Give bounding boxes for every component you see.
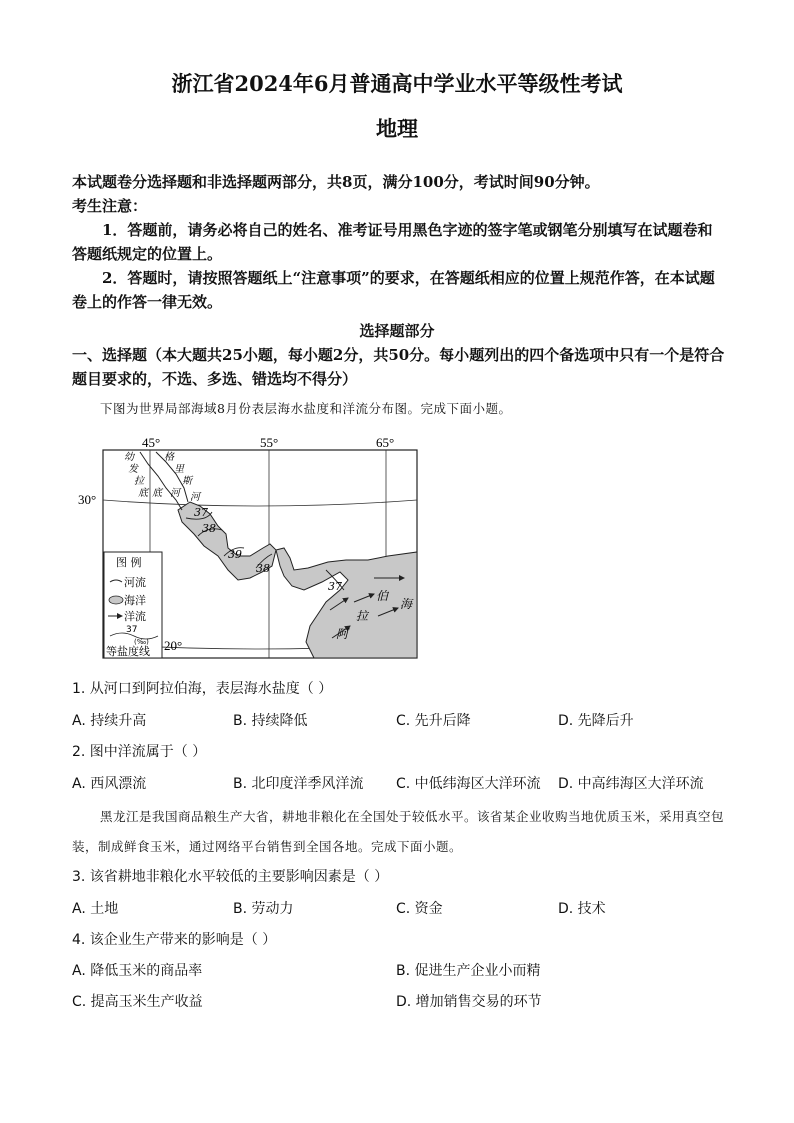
q4-option-c[interactable]: C. 提高玉米生产收益	[72, 994, 203, 1010]
question-3-stem: 3. 该省耕地非粮化水平较低的主要影响因素是（ ）	[72, 869, 389, 885]
lon-label: 45°	[142, 435, 161, 450]
section-title: 选择题部分	[359, 322, 435, 340]
legend-title: 图 例	[116, 556, 142, 569]
q2-option-a[interactable]: A. 西风漂流	[72, 776, 147, 792]
salinity-map	[78, 430, 428, 662]
q4-option-b[interactable]: B. 促进生产企业小而精	[396, 963, 541, 979]
q4-option-d[interactable]: D. 增加销售交易的环节	[396, 994, 542, 1010]
lat-label: 20°	[164, 638, 183, 653]
river-euphrates	[140, 452, 182, 510]
question-stem-1-2: 下图为世界局部海域8月份表层海水盐度和洋流分布图。完成下面小题。	[100, 401, 512, 416]
q2-option-b[interactable]: B. 北印度洋季风洋流	[233, 776, 364, 792]
legend-ocean: 海洋	[124, 594, 146, 607]
river-label: 斯	[182, 476, 192, 487]
question-4-stem: 4. 该企业生产带来的影响是（ ）	[72, 932, 277, 948]
isohaline-label: 37	[328, 580, 342, 593]
river-label: 底	[152, 488, 162, 499]
intro-line: 本试题卷分选择题和非选择题两部分，共8页，满分100分，考试时间90分钟。	[72, 173, 600, 191]
question-2-stem: 2. 图中洋流属于（ ）	[72, 744, 207, 760]
question-stem-3-4: 黑龙江是我国商品粮生产大省，耕地非粮化在全国处于较低水平。该省某企业收购当地优质玉米，采用真空包装，制成鲜食玉米，通过网络平台销售到全国各地。完成下面小题。	[72, 809, 725, 854]
q3-option-a[interactable]: A. 土地	[72, 901, 119, 917]
q1-option-b[interactable]: B. 持续降低	[233, 713, 308, 729]
lon-label: 65°	[376, 435, 395, 450]
q3-option-d[interactable]: D. 技术	[558, 901, 606, 917]
river-label: 河	[170, 488, 180, 499]
q3-option-b[interactable]: B. 劳动力	[233, 901, 294, 917]
river-label: 幼	[124, 452, 134, 463]
isohaline-label: 39	[228, 548, 242, 561]
notice-item-1: 1．答题前，请务必将自己的姓名、准考证号用黑色字迹的签字笔或钢笔分别填写在试题卷和答题纸规定的位置上。	[72, 221, 713, 263]
legend-isoline-value: 37	[126, 625, 138, 635]
exam-title: 浙江省2024年6月普通高中学业水平等级性考试	[171, 71, 623, 96]
sea-label: 阿	[336, 627, 349, 641]
legend-isoline: 等盐度线	[106, 645, 150, 658]
river-label: 里	[174, 464, 184, 475]
arabian-sea	[276, 548, 417, 658]
isohaline-label: 37	[194, 506, 208, 519]
legend-unit: (‰)	[134, 638, 149, 646]
q1-option-c[interactable]: C. 先升后降	[396, 713, 471, 729]
notice-heading: 考生注意：	[72, 197, 148, 215]
q1-option-a[interactable]: A. 持续升高	[72, 713, 147, 729]
sea-label: 伯	[376, 589, 389, 603]
question-1-stem: 1. 从河口到阿拉伯海，表层海水盐度（ ）	[72, 681, 333, 697]
isohaline-label: 38	[256, 562, 270, 575]
section-instruction: 一、选择题（本大题共25小题，每小题2分，共50分。每小题列出的四个备选项中只有一个是符合题目要求的，不选、多选、错选均不得分）	[72, 346, 725, 388]
lon-label: 55°	[260, 435, 279, 450]
river-label: 底	[138, 488, 148, 499]
legend-river: 河流	[124, 576, 146, 589]
river-label: 发	[128, 464, 138, 475]
notice-item-2: 2．答题时，请按照答题纸上“注意事项”的要求，在答题纸相应的位置上规范作答，在本试题卷上的作答一律无效。	[72, 269, 715, 311]
q1-option-d[interactable]: D. 先降后升	[558, 713, 634, 729]
q2-option-d[interactable]: D. 中高纬海区大洋环流	[558, 776, 704, 792]
sea-label: 拉	[356, 609, 369, 623]
sea-label: 海	[400, 597, 413, 611]
river-label: 拉	[134, 476, 144, 487]
legend-current: 洋流	[124, 610, 146, 623]
isohaline-label: 38	[202, 522, 216, 535]
exam-subject: 地理	[376, 116, 418, 141]
river-label: 格	[164, 452, 174, 463]
q3-option-c[interactable]: C. 资金	[396, 901, 443, 917]
lat-label: 30°	[78, 492, 97, 507]
q4-option-a[interactable]: A. 降低玉米的商品率	[72, 963, 203, 979]
q2-option-c[interactable]: C. 中低纬海区大洋环流	[396, 776, 541, 792]
river-label: 河	[190, 492, 200, 503]
